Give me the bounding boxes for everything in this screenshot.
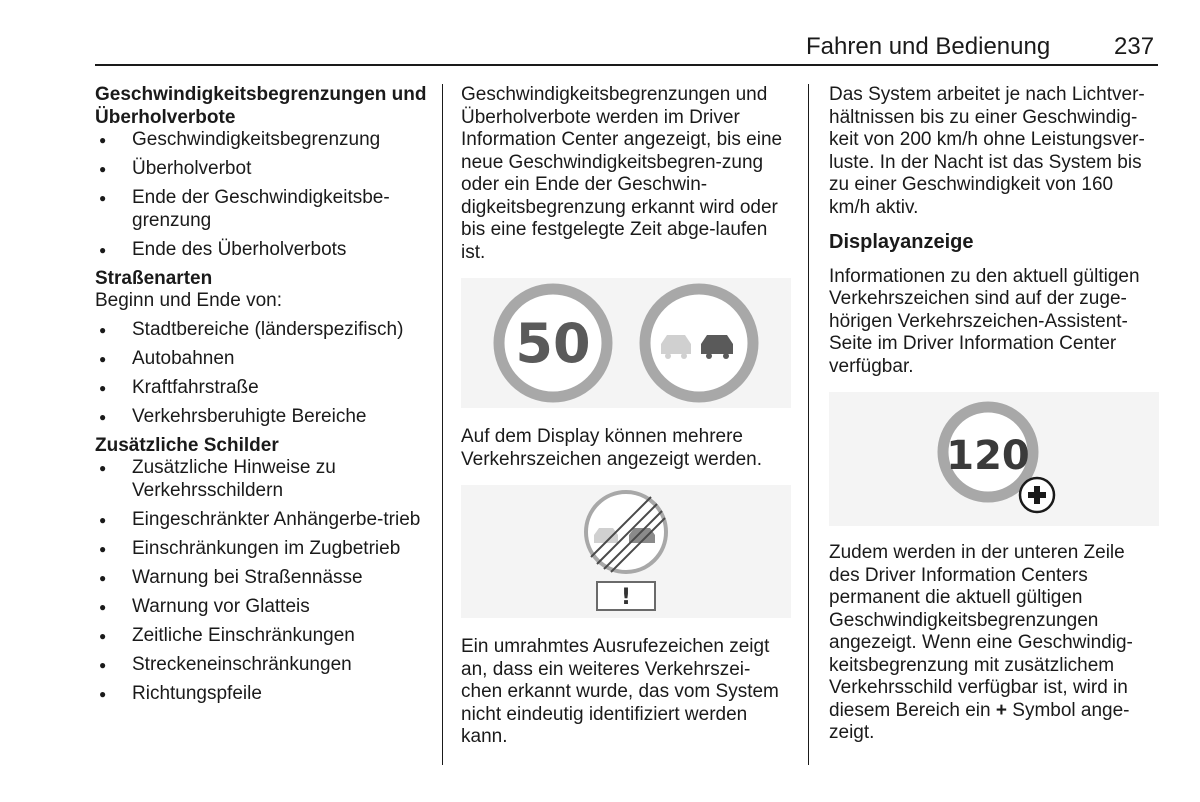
end-no-overtaking-illustration <box>461 485 791 618</box>
header-rule <box>95 64 1158 66</box>
column-3 <box>829 84 1159 745</box>
list-item: ● Autobahnen <box>95 348 430 371</box>
list-item: ● Ende des Überholverbots <box>95 239 430 262</box>
page-number: 237 <box>1114 33 1155 60</box>
list-item: ● Streckeneinschränkungen <box>95 654 430 677</box>
display-sign-figure <box>829 392 1159 526</box>
paragraph: Auf dem Display können mehrere Verkehrszeichen angezeigt werden. <box>461 426 763 470</box>
exclamation-mark: ! <box>620 585 632 610</box>
section-heading: Straßenarten <box>95 267 213 289</box>
bullet-list <box>95 457 430 705</box>
no-overtaking-sign-icon <box>645 289 753 397</box>
section-heading: Geschwindigkeitsbegrenzungen und Überholverbote <box>95 84 427 128</box>
column-divider <box>442 84 443 765</box>
speed-limit-value: 120 <box>946 433 1030 479</box>
bullet-list <box>95 129 430 261</box>
section-intro: Beginn und Ende von: <box>95 290 282 311</box>
list-item: ● Einschränkungen im Zugbetrieb <box>95 538 430 561</box>
column-2 <box>461 84 791 749</box>
list-item: ● Ende der Geschwindigkeitsbe-grenzung <box>95 187 430 232</box>
list-item: ● Geschwindigkeitsbegrenzung <box>95 129 430 152</box>
signs-figure <box>461 278 791 408</box>
header-title: Fahren und Bedienung <box>806 33 1051 60</box>
list-item: ● Zeitliche Einschränkungen <box>95 625 430 648</box>
list-item: ● Stadtbereiche (länderspezifisch) <box>95 319 430 342</box>
section-heading: Displayanzeige <box>829 231 974 253</box>
column-divider <box>808 84 809 765</box>
list-item: ● Verkehrsberuhigte Bereiche <box>95 406 430 429</box>
end-no-overtaking-figure <box>461 485 791 618</box>
list-item: ● Kraftfahrstraße <box>95 377 430 400</box>
column-1 <box>95 84 430 712</box>
paragraph: Ein umrahmtes Ausrufezeichen zeigt an, dass ein weiteres Verkehrszei-chen erkannt wurde, das vom System nicht eindeutig identifiziert werden kann. <box>461 636 779 747</box>
list-item: ● Zusätzliche Hinweise zu Verkehrsschildern <box>95 457 430 502</box>
paragraph <box>829 542 1159 745</box>
paragraph: Geschwindigkeitsbegrenzungen und Überholverbote werden im Driver Information Center angezeigt, bis eine neue Geschwindigkeitsbegren-zung oder ein Ende der Geschwin-digkeitsbegrenzung erkannt wird oder bis eine festgelegte Zeit abge-laufen ist. <box>461 84 783 263</box>
display-sign-illustration <box>829 392 1159 526</box>
list-item: ● Eingeschränkter Anhängerbe-trieb <box>95 509 430 532</box>
paragraph-text: Zudem werden in der unteren Zeile des Driver Information Centers permanent die aktuell gültigen Geschwindigkeitsbegrenzungen angezeigt. Wenn eine Geschwindig-keitsbegrenzung mit zusätzlichem Verkehrsschild verfügbar ist, wird in diesem Bereich ein <box>829 542 1133 721</box>
paragraph-text: Symbol ange-zeigt. <box>829 699 1130 743</box>
bullet-list <box>95 319 430 429</box>
list-item: ● Überholverbot <box>95 158 430 181</box>
list-item: ● Warnung bei Straßennässe <box>95 567 430 590</box>
paragraph: Das System arbeitet je nach Lichtver-hältnissen bis zu einer Geschwindig-keit von 200 km/h ohne Leistungsver-luste. In der Nacht ist das System bis zu einer Geschwindigkeit von 160 km/h aktiv. <box>829 84 1145 218</box>
paragraph: Informationen zu den aktuell gültigen Verkehrszeichen sind auf der zuge-hörigen Verkehrszeichen-Assistent-Seite im Driver Information Center verfügbar. <box>829 265 1140 377</box>
speed-limit-value: 50 <box>515 312 591 375</box>
plus-symbol: + <box>995 699 1007 721</box>
signs-illustration <box>461 278 791 408</box>
list-item: ● Warnung vor Glatteis <box>95 596 430 619</box>
section-heading: Zusätzliche Schilder <box>95 434 279 456</box>
list-item: ● Richtungspfeile <box>95 683 430 706</box>
